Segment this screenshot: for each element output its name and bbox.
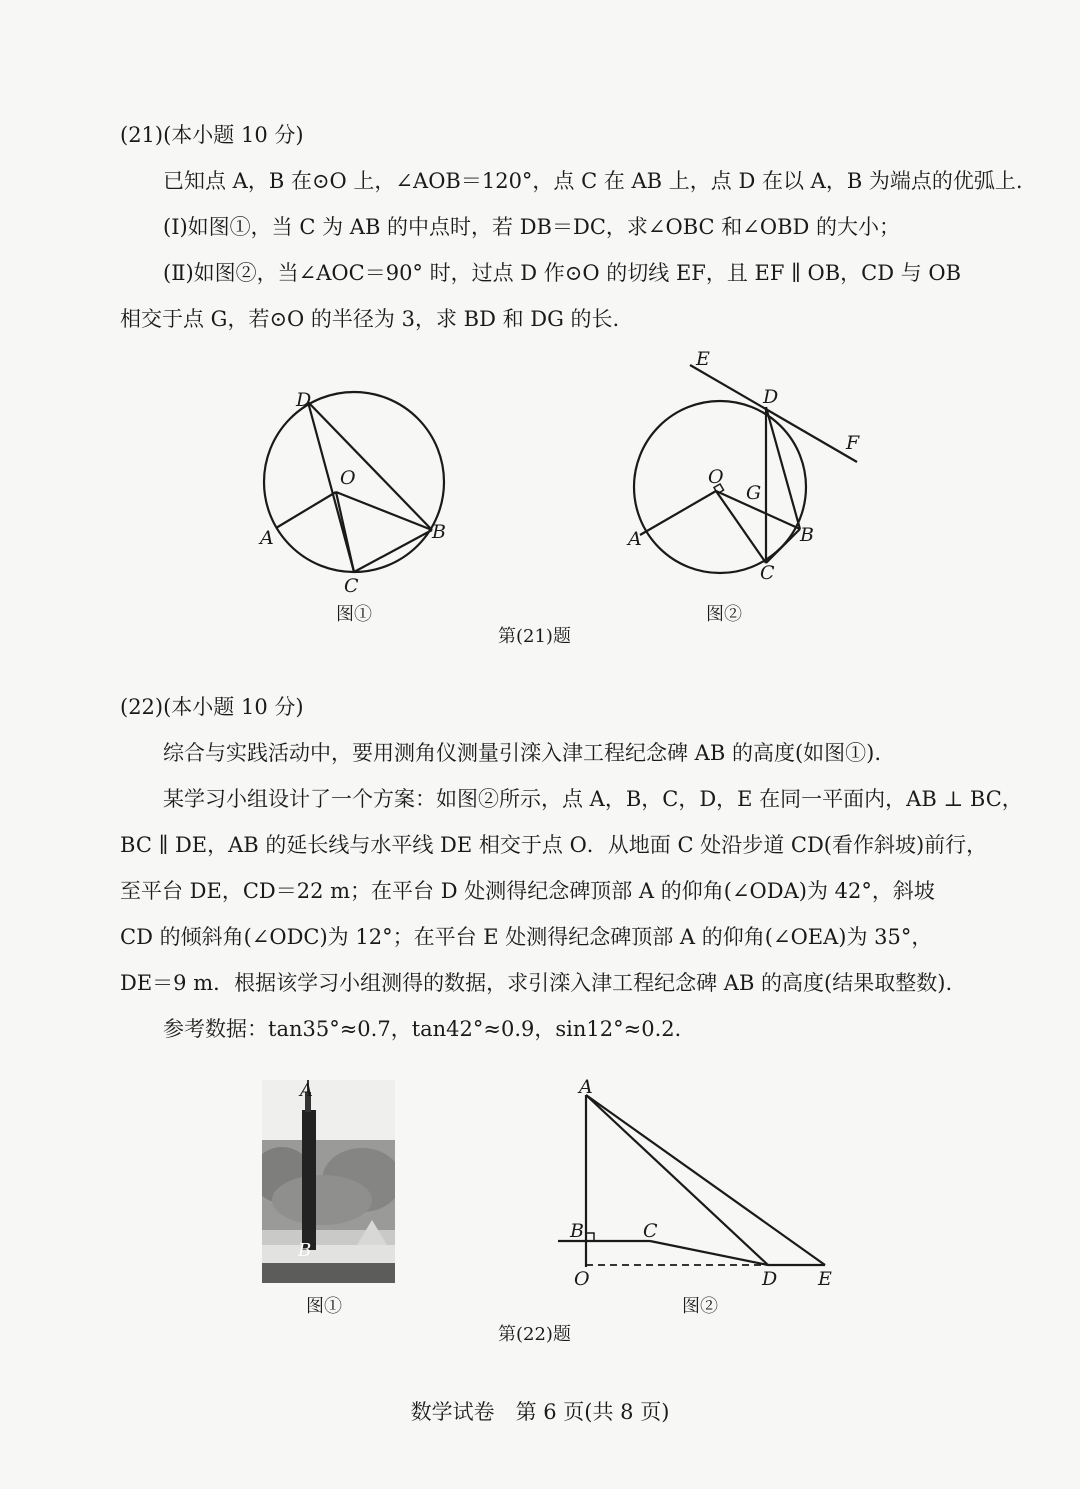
q22-plan-line4: CD 的倾斜角(∠ODC)为 12°；在平台 E 处测得纪念碑顶部 A 的仰角(∠OEA)为 35°， — [120, 925, 933, 949]
q22-monument-photo — [262, 1080, 395, 1283]
q22-plan-line5: DE＝9 m．根据该学习小组测得的数据，求引滦入津工程纪念碑 AB 的高度(结果取整数). — [120, 971, 953, 995]
q21-fig2-label-g: G — [746, 482, 762, 504]
q22-plan-line2: BC ∥ DE，AB 的延长线与水平线 DE 相交于点 O．从地面 C 处沿步道 CD(看作斜坡)前行， — [120, 833, 988, 857]
q22-figure-title: 第(22)题 — [498, 1324, 571, 1345]
q21-part2-line2: 相交于点 G，若⊙O 的半径为 3，求 BD 和 DG 的长. — [120, 307, 620, 331]
q21-header: (21)(本小题 10 分) — [120, 123, 304, 147]
q21-fig1-label-a: A — [260, 527, 274, 549]
q21-fig2-label-f: F — [846, 432, 860, 454]
q21-fig2-label-a: A — [628, 528, 642, 550]
q22-fig2-label-o: O — [574, 1268, 590, 1290]
q21-fig1-label-o: O — [340, 467, 356, 489]
q22-plan-line1: 某学习小组设计了一个方案：如图②所示，点 A，B，C，D，E 在同一平面内，AB ⊥ BC， — [163, 787, 1023, 811]
q22-photo-label-a: A — [300, 1080, 313, 1101]
q22-fig1-caption: 图① — [306, 1296, 342, 1317]
q21-part1: (Ⅰ)如图①，当 C 为 AB 的中点时，若 DB＝DC，求∠OBC 和∠OBD 的大小； — [163, 215, 901, 239]
q21-fig1-label-b: B — [432, 521, 446, 543]
q21-figure-title: 第(21)题 — [498, 626, 571, 647]
q21-fig2-label-c: C — [760, 562, 775, 584]
q22-fig2-label-a: A — [579, 1076, 593, 1098]
q21-statement: 已知点 A，B 在⊙O 上，∠AOB＝120°，点 C 在 AB 上，点 D 在以 A，B 为端点的优弧上. — [163, 169, 1023, 193]
q21-fig2-caption: 图② — [706, 604, 742, 625]
q21-figure1 — [250, 370, 460, 600]
q21-fig1-caption: 图① — [336, 604, 372, 625]
q22-plan-line3: 至平台 DE，CD＝22 m；在平台 D 处测得纪念碑顶部 A 的仰角(∠ODA)为 42°，斜坡 — [120, 879, 935, 903]
page-footer: 数学试卷 第 6 页(共 8 页) — [410, 1400, 670, 1424]
q22-header: (22)(本小题 10 分) — [120, 695, 304, 719]
q21-fig2-label-o: O — [708, 466, 724, 488]
q21-part2-line1: (Ⅱ)如图②，当∠AOC＝90° 时，过点 D 作⊙O 的切线 EF，且 EF ∥ OB，CD 与 OB — [163, 261, 962, 285]
q21-fig2-label-b: B — [800, 524, 814, 546]
q21-fig1-label-d: D — [296, 389, 312, 411]
q22-photo-label-b: B — [298, 1240, 312, 1261]
q22-fig2-label-e: E — [818, 1268, 832, 1290]
q22-fig2-label-c: C — [643, 1220, 658, 1242]
q22-fig2-label-b: B — [570, 1220, 584, 1242]
q21-fig1-label-c: C — [344, 575, 359, 597]
q21-figure2 — [620, 345, 870, 585]
q22-intro: 综合与实践活动中，要用测角仪测量引滦入津工程纪念碑 AB 的高度(如图①). — [163, 741, 882, 765]
q21-fig2-label-e: E — [696, 348, 710, 370]
q22-fig2-caption: 图② — [682, 1296, 718, 1317]
q22-reference-data: 参考数据：tan35°≈0.7，tan42°≈0.9，sin12°≈0.2． — [163, 1017, 696, 1041]
q21-fig2-label-d: D — [763, 386, 779, 408]
q22-fig2-label-d: D — [762, 1268, 778, 1290]
q22-figure2 — [550, 1075, 850, 1290]
